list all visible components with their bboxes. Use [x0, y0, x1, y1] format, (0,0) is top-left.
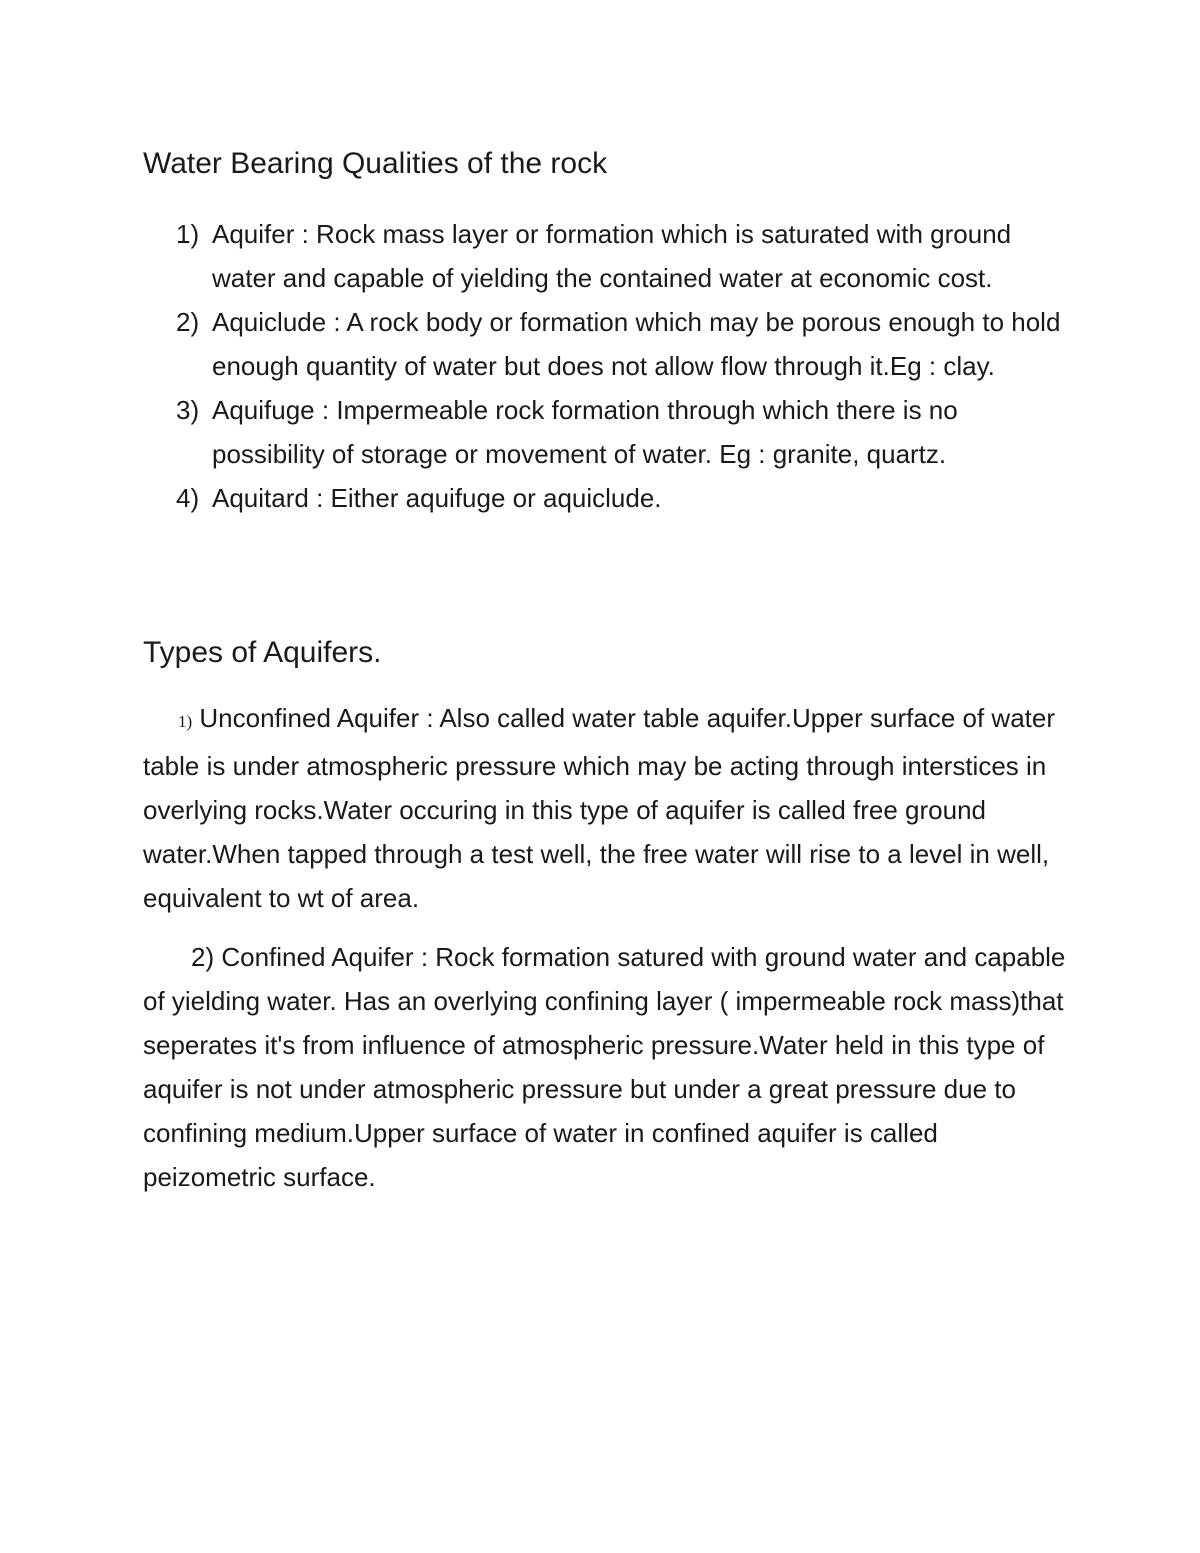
list-item-number: 3)	[176, 395, 200, 425]
list-item-number: 4)	[176, 483, 200, 513]
list-item-aquitard	[0, 476, 1200, 520]
list-item-number: 2)	[176, 307, 200, 337]
list-item-number: 1)	[176, 219, 200, 249]
paragraph-number: 2)	[191, 942, 215, 972]
paragraph-number: 1)	[178, 712, 193, 731]
list-item-aquifuge	[0, 388, 1200, 476]
list-item-text: Aquitard : Either aquifuge or aquiclude.	[212, 483, 662, 513]
list-item-text: Aquifuge : Impermeable rock formation through which there is no possibility of storage or movement of water. Eg : granite, quartz.	[212, 395, 958, 469]
paragraph-text: Confined Aquifer : Rock formation satured with ground water and capable of yielding water. Has an overlying confining layer ( impermeable rock mass)that seperates it's from influence of atmospheric pressure.Water held in this type of aquifer is not under atmospheric pressure but under a great pressure due to confining medium.Upper surface of water in confined aquifer is called peizometric surface.	[143, 942, 1066, 1192]
definition-list	[0, 212, 1200, 520]
paragraph-text: Unconfined Aquifer : Also called water table aquifer.Upper surface of water table is under atmospheric pressure which may be acting through interstices in overlying rocks.Water occuring in this type of aquifer is called free ground water.When tapped through a test well, the free water will rise to a level in well, equivalent to wt of area.	[143, 703, 1055, 913]
paragraph-unconfined-aquifer	[143, 696, 1073, 920]
section-title-types-of-aquifers: Types of Aquifers.	[143, 636, 382, 669]
list-item-aquiclude	[0, 300, 1200, 388]
list-item-text: Aquiclude : A rock body or formation which may be porous enough to hold enough quantity of water but does not allow flow through it.Eg : clay.	[212, 307, 1061, 381]
paragraph-confined-aquifer	[143, 935, 1073, 1199]
list-item-text: Aquifer : Rock mass layer or formation which is saturated with ground water and capable of yielding the contained water at economic cost.	[212, 219, 1012, 293]
section-title-water-bearing: Water Bearing Qualities of the rock	[143, 147, 608, 180]
list-item-aquifer	[0, 212, 1200, 300]
